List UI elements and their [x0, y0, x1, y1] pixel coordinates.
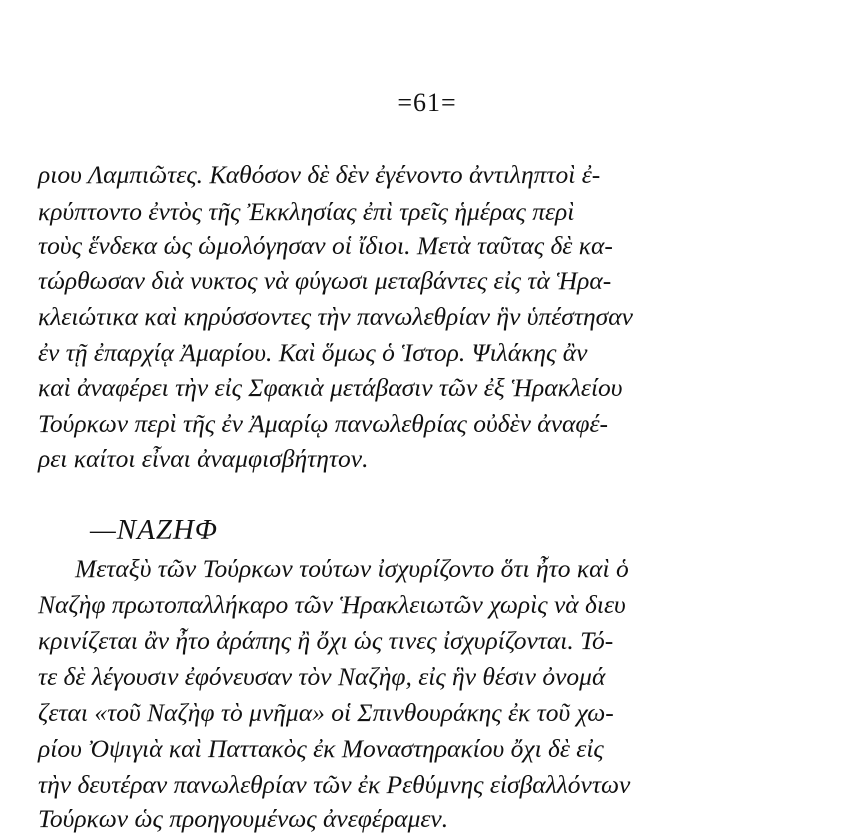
text-line: τε δὲ λέγουσιν ἐφόνευσαν τὸν Ναζὴφ, εἰς ἣν θέσιν ὀνομά [38, 662, 606, 691]
text-line: τώρθωσαν διὰ νυκτος νὰ φύγωσι μεταβάντες εἰς τὰ Ἡρα- [38, 266, 612, 295]
text-line: ἐν τῇ ἐπαρχίᾳ Ἀμαρίου. Καὶ ὅμως ὁ Ἱστορ. Ψιλάκης ἂν [38, 338, 588, 367]
text-line: Τούρκων ὡς προηγουμένως ἀνεφέραμεν. [38, 804, 449, 833]
text-line: τὴν δευτέραν πανωλεθρίαν τῶν ἐκ Ρεθύμνης εἰσβαλλόντων [38, 770, 631, 799]
text-line: ριου Λαμπιῶτες. Καθόσον δὲ δὲν ἐγένοντο ἀντιληπτοὶ ἐ- [38, 160, 601, 189]
text-line: Τούρκων περὶ τῆς ἐν Ἀμαρίῳ πανωλεθρίας οὐδὲν ἀναφέ- [38, 409, 609, 438]
page-number: =61= [397, 88, 457, 117]
text-line: καὶ ἀναφέρει τὴν εἰς Σφακιὰ μετάβασιν τῶν ἐξ Ἡρακλείου [38, 373, 623, 402]
text-line: τοὺς ἕνδεκα ὡς ὡμολόγησαν οἱ ἴδιοι. Μετὰ ταῦτας δὲ κα- [38, 231, 613, 260]
text-line: κλειώτικα καὶ κηρύσσοντες τὴν πανωλεθρίαν ἣν ὑπέστησαν [38, 302, 633, 331]
text-line: κρύπτοντο ἐντὸς τῆς Ἐκκλησίας ἐπὶ τρεῖς ἡμέρας περὶ [38, 197, 575, 226]
text-line: κρινίζεται ἂν ἦτο ἀράπης ἢ ὄχι ὡς τινες ἰσχυρίζονται. Τό- [38, 626, 614, 655]
text-line: ρει καίτοι εἶναι ἀναμφισβήτητον. [38, 444, 369, 473]
section-heading: —ΝΑΖΗΦ [90, 514, 218, 546]
text-line: Ναζὴφ πρωτοπαλλήκαρο τῶν Ἡρακλειωτῶν χωρὶς νὰ διευ [38, 590, 626, 619]
text-line: ζεται «τοῦ Ναζὴφ τὸ μνῆμα» οἱ Σπινθουράκης ἐκ τοῦ χω- [38, 698, 614, 727]
text-line: Μεταξὺ τῶν Τούρκων τούτων ἰσχυρίζοντο ὅτι ἦτο καὶ ὁ [75, 554, 629, 583]
text-line: ρίου Ὀψιγιὰ καὶ Παττακὸς ἐκ Μοναστηρακίου ὄχι δὲ εἰς [38, 734, 604, 763]
